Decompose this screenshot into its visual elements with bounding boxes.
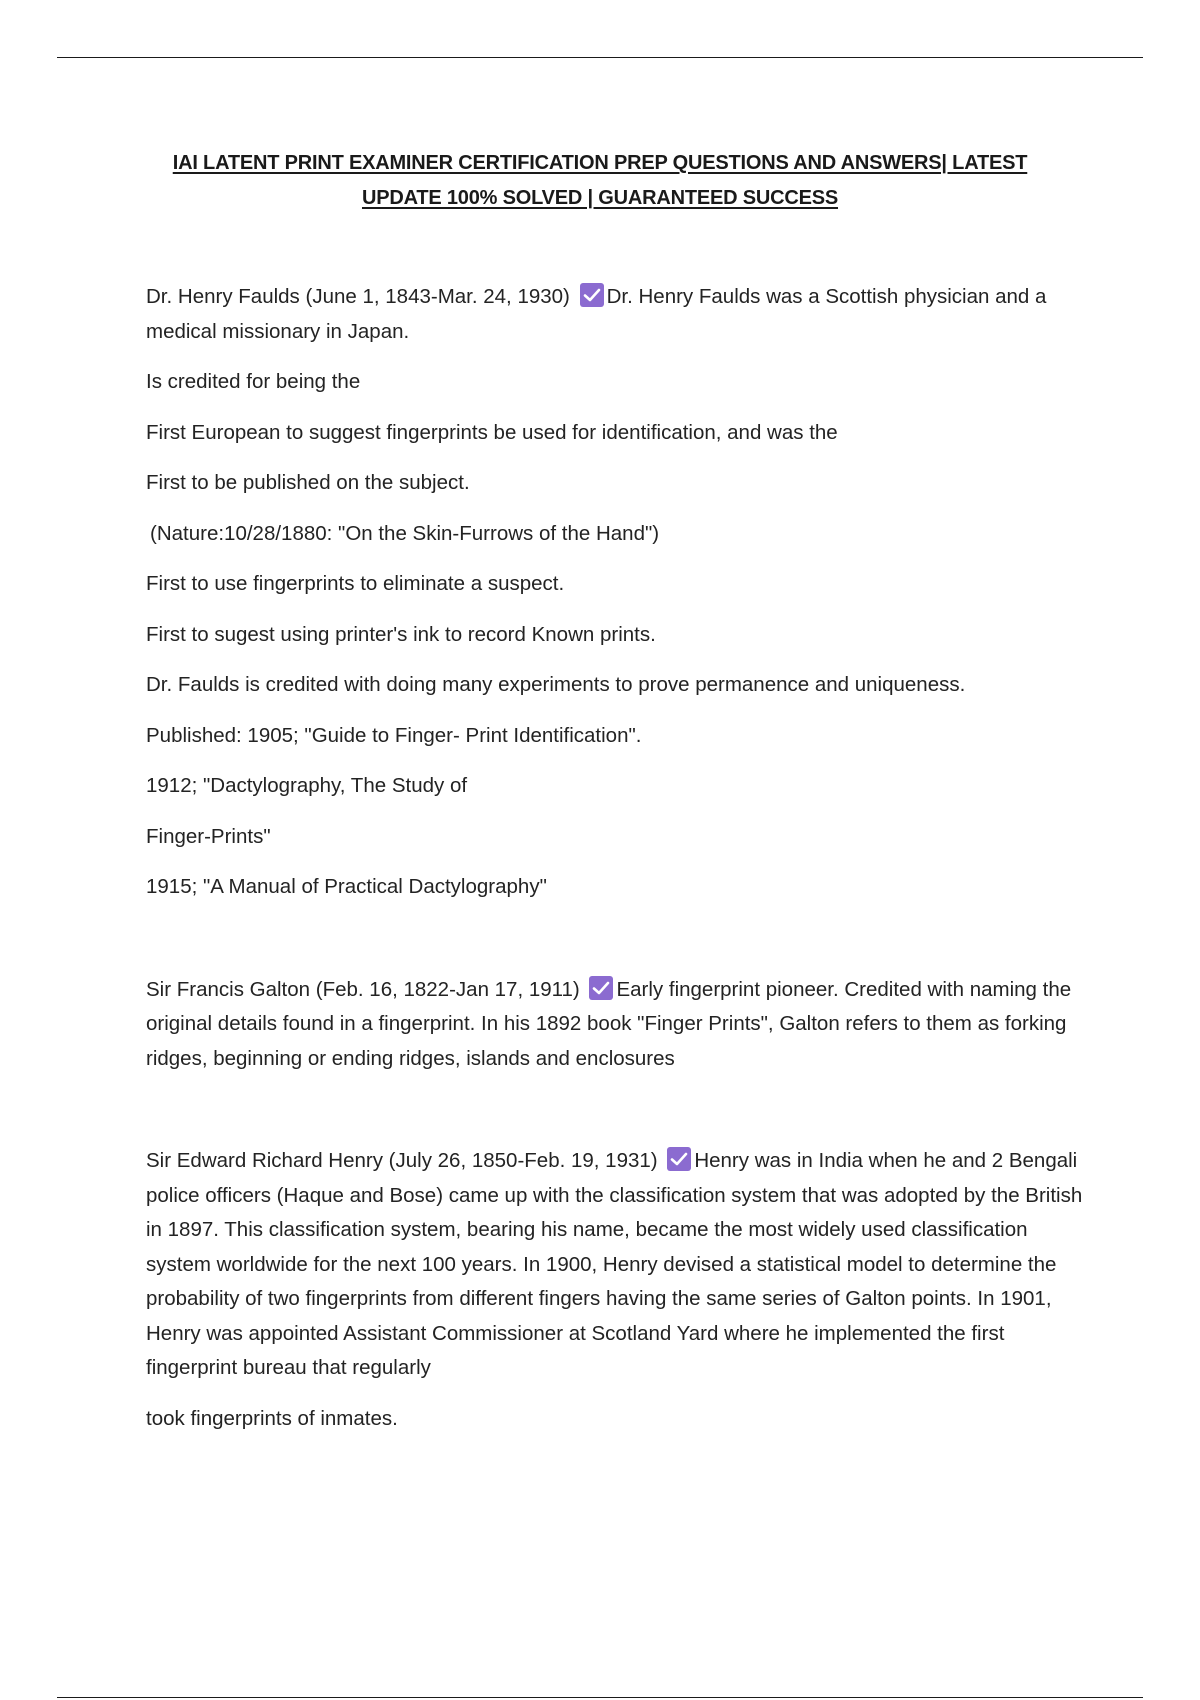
checkmark-icon bbox=[580, 283, 604, 307]
answer-line: 1915; "A Manual of Practical Dactylography" bbox=[146, 875, 547, 898]
term: Dr. Henry Faulds (June 1, 1843-Mar. 24, 1930) bbox=[146, 285, 570, 308]
answer-lead: Henry was in India when he and 2 Bengali police officers (Haque and Bose) came up with the classification system that was adopted by the British in 1897. This classification system, bearing his name, became the most widely used classification system worldwide for the next 100 years. In 1900, Henry devised a statistical model to determine the probability of two fingerprints from different fingers having the same series of Galton points. In 1901, Henry was appointed Assistant Commissioner at Scotland Yard where he implemented the first fingerprint bureau that regularly bbox=[146, 1149, 1083, 1379]
term: Sir Edward Richard Henry (July 26, 1850-Feb. 19, 1931) bbox=[146, 1149, 658, 1172]
answer-lead: Early fingerprint pioneer. Credited with naming the original details found in a fingerprint. In his 1892 book "Finger Prints", Galton refers to them as forking ridges, beginning or ending ridges, islands and enclosures bbox=[146, 977, 1072, 1070]
term: Sir Francis Galton (Feb. 16, 1822-Jan 17, 1911) bbox=[146, 977, 580, 1001]
title-line-2: UPDATE 100% SOLVED | GUARANTEED SUCCESS bbox=[361, 187, 839, 209]
answer-line: First to sugest using printer's ink to record Known prints. bbox=[146, 622, 656, 646]
answer-line: Dr. Faulds is credited with doing many experiments to prove permanence and uniqueness. bbox=[146, 673, 966, 696]
entry-henry-lead bbox=[146, 1144, 1096, 1386]
answer-line: First to use fingerprints to eliminate a suspect. bbox=[146, 572, 565, 595]
answer-line: Is credited for being the bbox=[146, 370, 361, 393]
answer-line: took fingerprints of inmates. bbox=[146, 1406, 398, 1430]
answer-lead: Dr. Henry Faulds was a Scottish physician and a medical missionary in Japan. bbox=[146, 285, 1047, 343]
answer-line: (Nature:10/28/1880: "On the Skin-Furrows of the Hand") bbox=[150, 521, 660, 545]
answer-line: First to be published on the subject. bbox=[146, 471, 470, 494]
section-gap bbox=[146, 1092, 1096, 1144]
answer-line: First European to suggest fingerprints be used for identification, and was the bbox=[146, 420, 838, 444]
title-line-1: IAI LATENT PRINT EXAMINER CERTIFICATION PREP QUESTIONS AND ANSWERS| LATEST bbox=[172, 152, 1028, 174]
entry-galton-lead bbox=[146, 973, 1096, 1077]
entry-faulds-lead bbox=[146, 280, 1096, 349]
answer-line: 1912; "Dactylography, The Study of bbox=[146, 774, 468, 797]
answer-line: Finger-Prints" bbox=[146, 824, 271, 848]
document-body bbox=[146, 280, 1096, 1452]
answer-line: Published: 1905; "Guide to Finger- Print Identification". bbox=[146, 723, 642, 747]
checkmark-icon bbox=[589, 976, 613, 1000]
bottom-rule bbox=[57, 1697, 1143, 1698]
document-title bbox=[150, 146, 1050, 216]
top-rule bbox=[57, 57, 1143, 58]
checkmark-icon bbox=[667, 1147, 691, 1171]
section-gap bbox=[146, 921, 1096, 973]
